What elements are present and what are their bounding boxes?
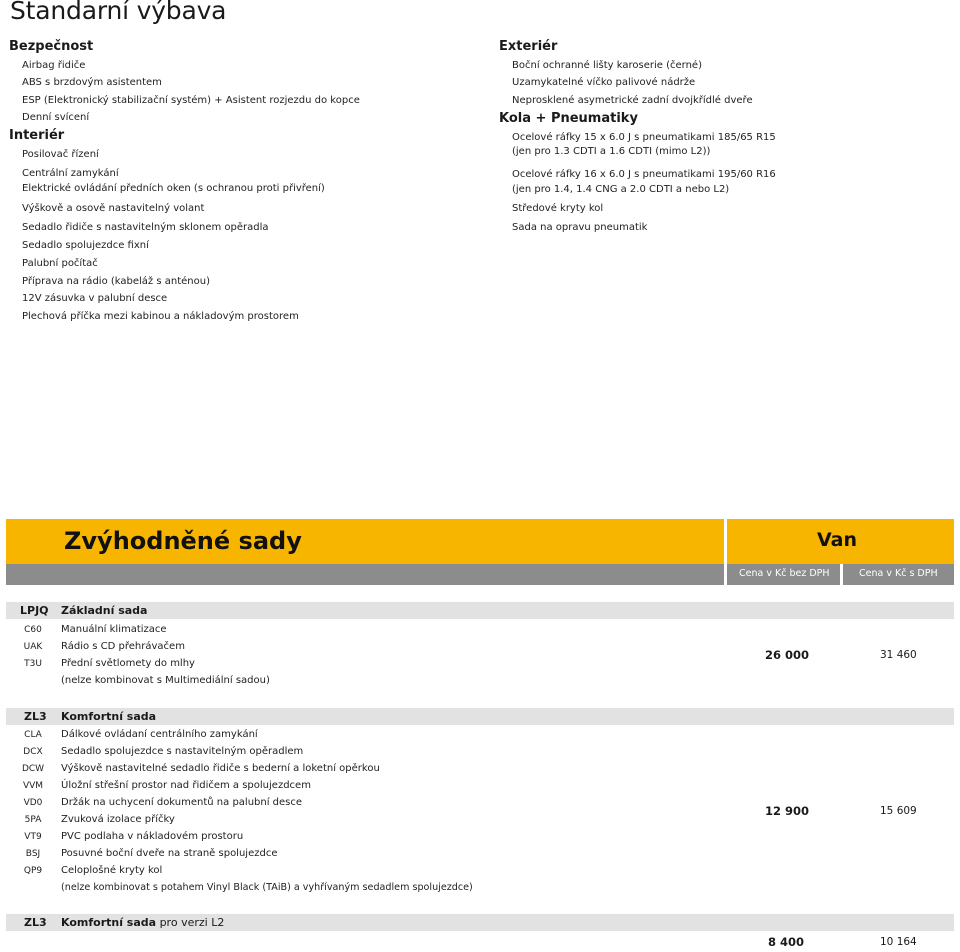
package-code: LPJQ: [20, 604, 49, 617]
package-name: [61, 710, 156, 723]
packages-subheader: [6, 564, 954, 585]
package-name: [61, 604, 147, 617]
section-heading-bezpecnost: Bezpečnost: [9, 39, 94, 54]
option-code: 5PA: [24, 815, 42, 825]
list-item: Posuvné boční dveře na straně spolujezdce: [61, 848, 278, 859]
option-code: VD0: [23, 798, 43, 808]
package-row-header: [6, 708, 954, 725]
option-code: C60: [24, 625, 42, 635]
list-item: Zvuková izolace příčky: [61, 814, 175, 825]
package-name: [61, 916, 224, 929]
option-code: T3U: [24, 659, 42, 669]
column-header-price-no-vat: Cena v Kč bez DPH: [739, 568, 830, 579]
list-item: Manuální klimatizace: [61, 624, 167, 635]
list-item: Držák na uchycení dokumentů na palubní desce: [61, 797, 303, 808]
option-code: UAK: [23, 642, 43, 652]
package-name-text: Komfortní sada: [61, 710, 157, 723]
divider: [724, 519, 727, 564]
page-title: Standarní výbava: [10, 0, 227, 25]
package-row-header: [6, 602, 954, 619]
packages-van-label: Van: [817, 529, 858, 551]
list-item: Centrální zamykání: [22, 168, 119, 179]
list-item: Celoplošné kryty kol: [61, 865, 163, 876]
list-item: Sedadlo řidiče s nastavitelným sklonem opěradla: [22, 222, 269, 233]
list-item: Posilovač řízení: [22, 149, 99, 160]
list-item: (jen pro 1.3 CDTI a 1.6 CDTI (mimo L2)): [512, 146, 711, 157]
list-item: ESP (Elektronický stabilizační systém) + Asistent rozjezdu do kopce: [22, 95, 360, 106]
list-item: Sedadlo spolujezdce s nastavitelným opěradlem: [61, 746, 304, 757]
list-item: Sada na opravu pneumatik: [512, 222, 648, 233]
column-header-price-vat: Cena v Kč s DPH: [859, 568, 938, 579]
list-item: Příprava na rádio (kabeláž s anténou): [22, 276, 210, 287]
list-item: (nelze kombinovat s potahem Vinyl Black (TAiB) a vyhřívaným sedadlem spolujezdce): [61, 882, 473, 893]
package-name-text: Základní sada: [61, 604, 148, 617]
option-code: BSJ: [25, 849, 41, 859]
section-heading-interier: Interiér: [9, 128, 65, 143]
list-item: 12V zásuvka v palubní desce: [22, 293, 168, 304]
list-item: PVC podlaha v nákladovém prostoru: [61, 831, 244, 842]
price-vat: 31 460: [880, 649, 917, 661]
list-item: Ocelové ráfky 16 x 6.0 J s pneumatikami 195/60 R16: [512, 169, 776, 180]
packages-title: Zvýhodněné sady: [64, 527, 302, 555]
package-name-suffix: pro verzi L2: [156, 916, 225, 929]
list-item: Sedadlo spolujezdce fixní: [22, 240, 149, 251]
list-item: Denní svícení: [22, 112, 90, 123]
list-item: (nelze kombinovat s Multimediální sadou): [61, 675, 270, 686]
list-item: Uzamykatelné víčko palivové nádrže: [512, 77, 696, 88]
list-item: Rádio s CD přehrávačem: [61, 641, 185, 652]
package-code: ZL3: [24, 916, 47, 929]
list-item: Elektrické ovládání předních oken (s ochranou proti přivření): [22, 183, 325, 194]
list-item: (jen pro 1.4, 1.4 CNG a 2.0 CDTI a nebo L2): [512, 184, 730, 195]
divider: [840, 564, 843, 585]
price-vat: 15 609: [880, 805, 917, 817]
list-item: Úložní střešní prostor nad řidičem a spolujezdcem: [61, 780, 311, 791]
price-vat: 10 164: [880, 936, 917, 948]
list-item: ABS s brzdovým asistentem: [22, 77, 162, 88]
option-code: CLA: [24, 730, 42, 740]
package-row-header: [6, 914, 954, 931]
package-code: ZL3: [24, 710, 47, 723]
price-no-vat: 12 900: [765, 804, 810, 818]
list-item: Palubní počítač: [22, 258, 98, 269]
packages-header: [6, 519, 954, 564]
list-item: Airbag řidiče: [22, 60, 86, 71]
list-item: Dálkové ovládaní centrálního zamykání: [61, 729, 258, 740]
package-name-text: Komfortní sada: [61, 916, 157, 929]
option-code: DCW: [21, 764, 45, 774]
price-no-vat: 26 000: [765, 648, 810, 662]
section-heading-exterier: Exteriér: [499, 39, 558, 54]
option-code: QP9: [23, 866, 43, 876]
list-item: Přední světlomety do mlhy: [61, 658, 195, 669]
section-heading-kola: Kola + Pneumatiky: [499, 111, 638, 126]
option-code: VT9: [24, 832, 42, 842]
list-item: Plechová příčka mezi kabinou a nákladovým prostorem: [22, 311, 299, 322]
list-item: Neprosklené asymetrické zadní dvojkřídlé dveře: [512, 95, 753, 106]
list-item: Ocelové ráfky 15 x 6.0 J s pneumatikami 185/65 R15: [512, 132, 776, 143]
list-item: Výškově nastavitelné sedadlo řidiče s bederní a loketní opěrkou: [61, 763, 380, 774]
option-code: VVM: [22, 781, 44, 791]
list-item: Středové kryty kol: [512, 203, 604, 214]
list-item: Výškově a osově nastavitelný volant: [22, 203, 205, 214]
option-code: DCX: [23, 747, 43, 757]
price-no-vat: 8 400: [768, 935, 805, 949]
divider: [724, 564, 727, 585]
list-item: Boční ochranné lišty karoserie (černé): [512, 60, 702, 71]
